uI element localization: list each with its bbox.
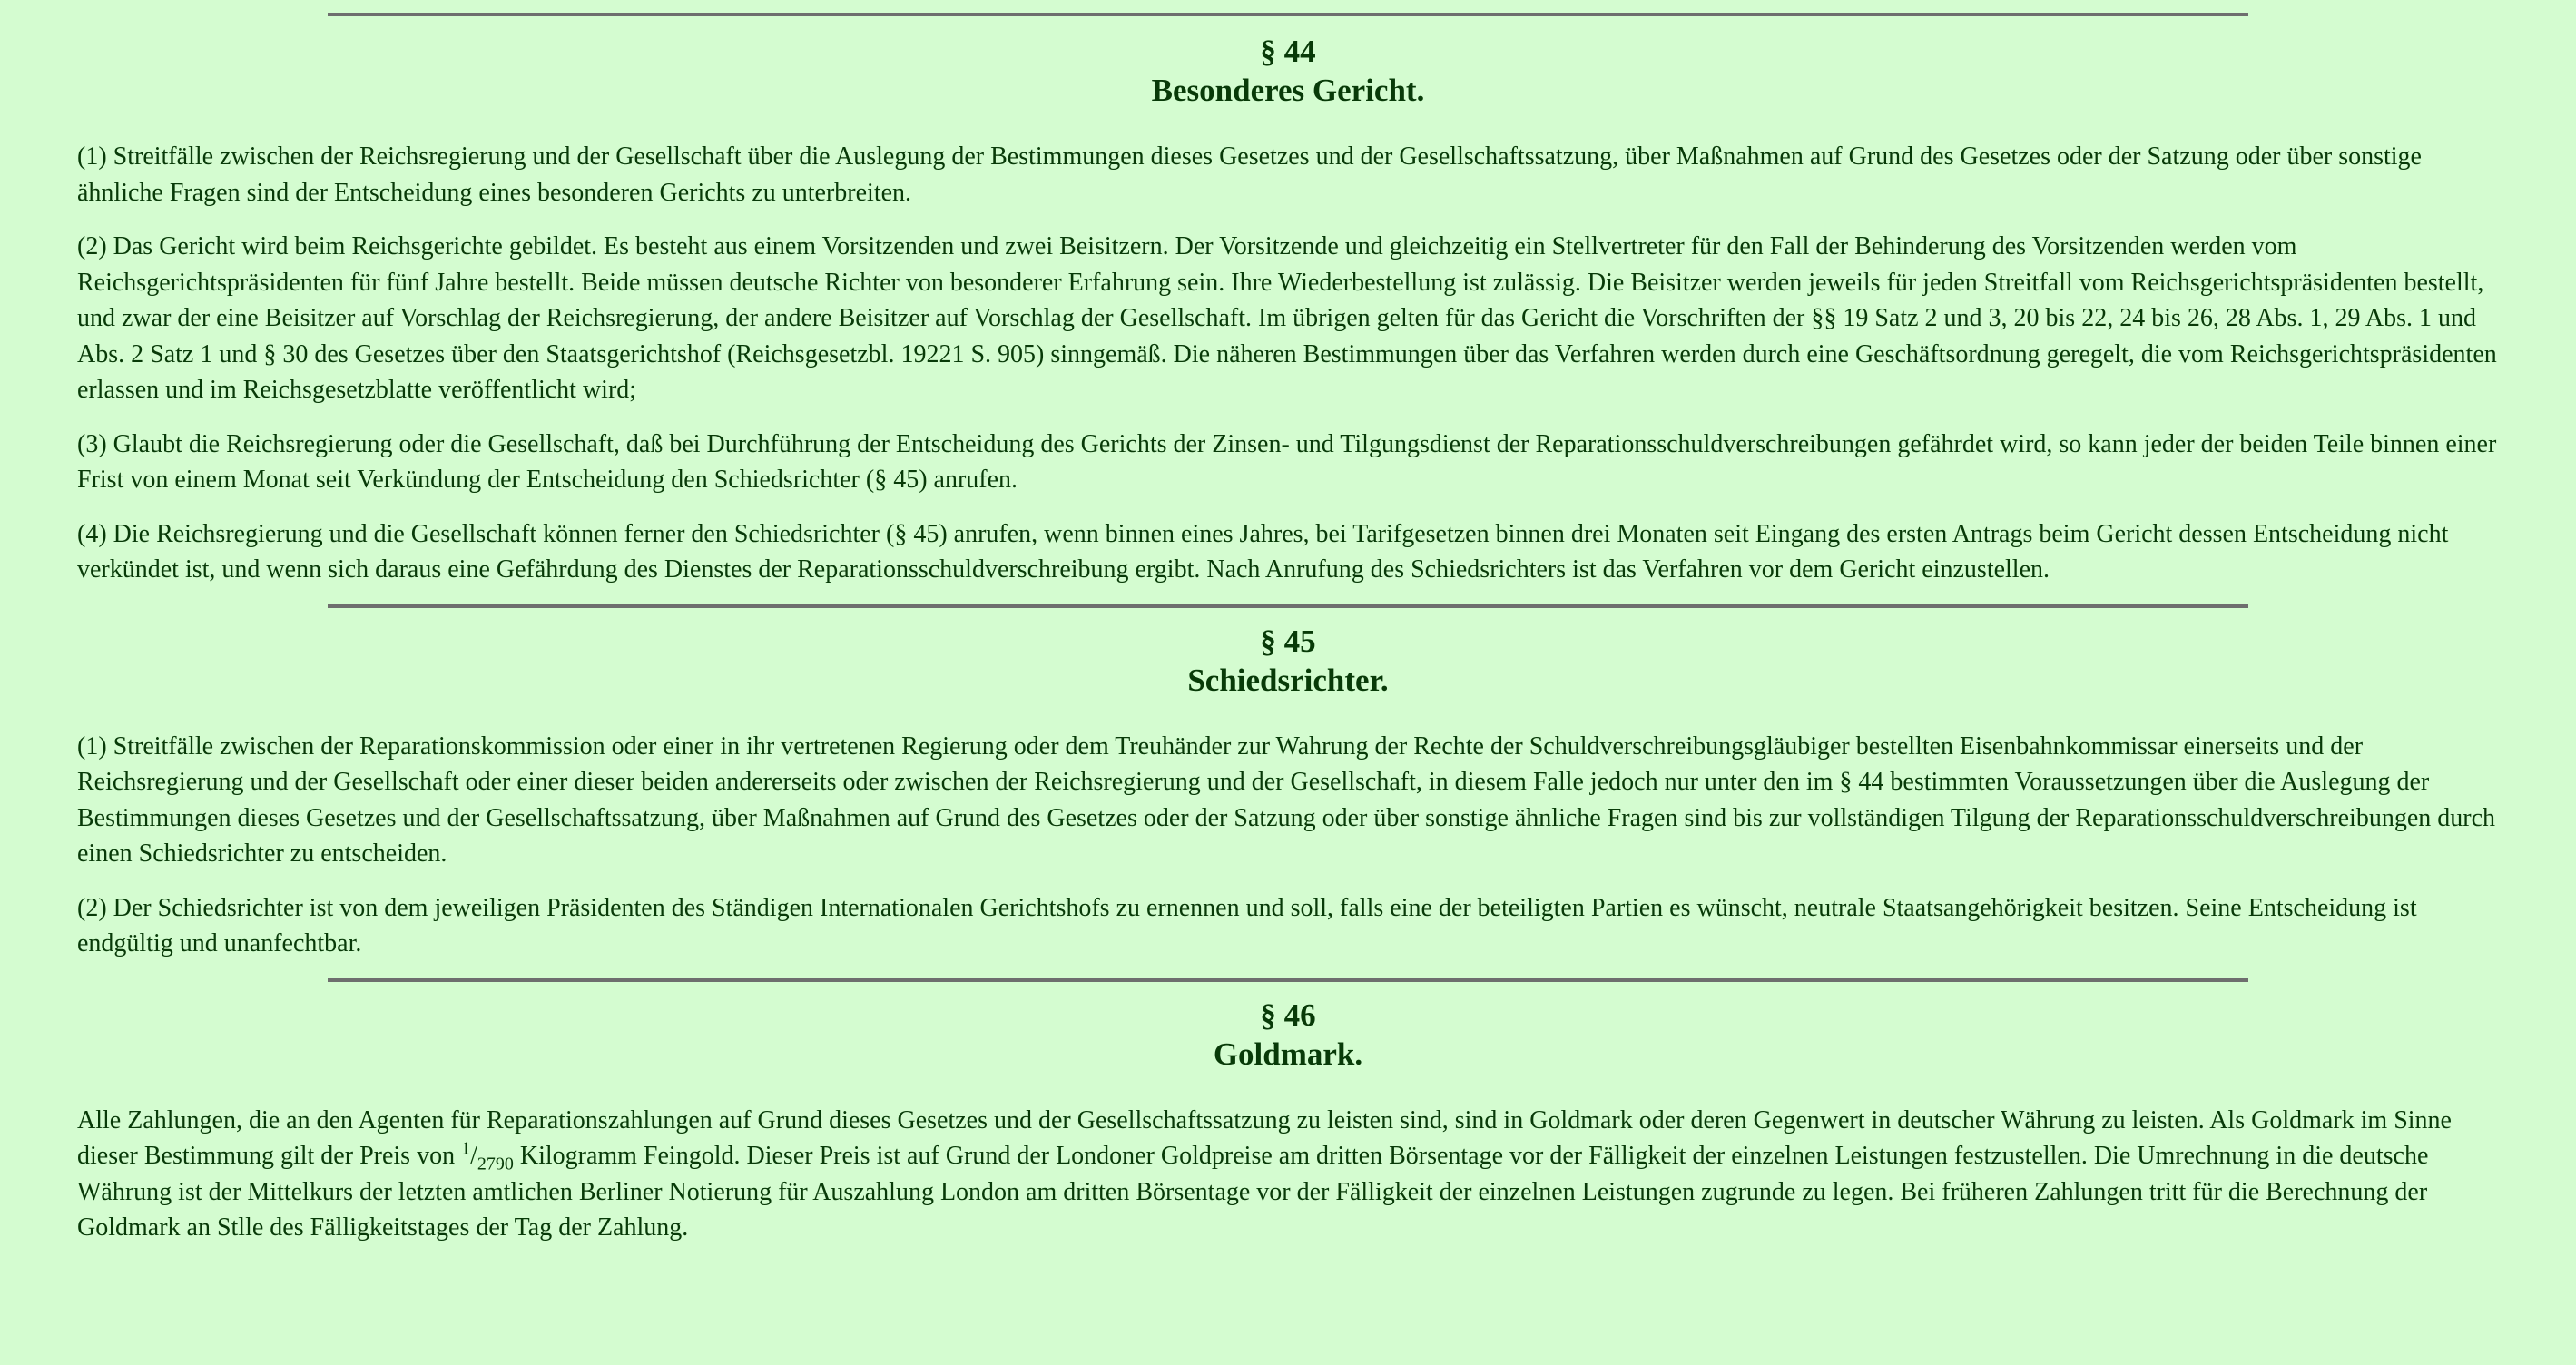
section-divider xyxy=(328,13,2248,16)
paragraph: (2) Der Schiedsrichter ist von dem jeweiligen Präsidenten des Ständigen Internationalen Gerichtshofs zu ernennen und soll, falls eine der beteiligten Partien es wünscht, neutrale Staatsangehörigkeit besitzen. Seine Entscheidung ist endgültig und unanfechtbar. xyxy=(77,893,2417,957)
section-heading xyxy=(77,32,2499,110)
section-number: § 44 xyxy=(1260,34,1316,69)
paragraph: (1) Streitfälle zwischen der Reparationskommission oder einer in ihr vertretenen Regierung oder dem Treuhänder zur Wahrung der Rechte der Schuldverschreibungsgläubiger bestellten Eisenbahnkommissar einerseits und der Reichsregierung und der Gesellschaft oder einer dieser beiden andererseits oder zwischen der Reichsregierung und der Gesellschaft, in diesem Falle jedoch nur unter den im § 44 bestimmten Voraussetzungen über die Auslegung der Bestimmungen dieses Gesetzes und der Gesellschaftssatzung, über Maßnahmen auf Grund des Gesetzes oder der Satzung oder über sonstige ähnliche Fragen sind bis zur vollständigen Tilgung der Reparationsschuldverschreibungen durch einen Schiedsrichter zu entscheiden. xyxy=(77,732,2495,868)
paragraph-text: Alle Zahlungen, die an den Agenten für Reparationszahlungen auf Grund dieses Gesetzes und der Gesellschaftssatzung zu leisten sind, sind in Goldmark oder deren Gegenwert in deutscher Währung zu leisten. Als Goldmark im Sinne dieser Bestimmung gilt der Preis von xyxy=(77,1105,2452,1170)
paragraph: (3) Glaubt die Reichsregierung oder die Gesellschaft, daß bei Durchführung der Entscheidung des Gerichts der Zinsen- und Tilgungsdienst der Reparationsschuldverschreibungen gefährdet wird, so kann jeder der beiden Teile binnen einer Frist von einem Monat seit Verkündung der Entscheidung den Schiedsrichter (§ 45) anrufen. xyxy=(77,429,2497,494)
section-heading xyxy=(77,996,2499,1074)
section-divider xyxy=(328,978,2248,982)
section-title: Goldmark. xyxy=(1213,1036,1363,1072)
fraction-denominator: 2790 xyxy=(477,1154,514,1174)
law-text-page xyxy=(0,13,2576,1365)
fraction-numerator: 1 xyxy=(461,1138,471,1159)
paragraph: (1) Streitfälle zwischen der Reichsregierung und der Gesellschaft über die Auslegung der Bestimmungen dieses Gesetzes und der Gesellschaftssatzung, über Maßnahmen auf Grund des Gesetzes oder der Satzung oder über sonstige ähnliche Fragen sind der Entscheidung eines besonderen Gerichts zu unterbreiten. xyxy=(77,142,2422,207)
section-45 xyxy=(77,604,2499,962)
paragraph-text: Kilogramm Feingold. Dieser Preis ist auf Grund der Londoner Goldpreise am dritten Börsentage vor der Fälligkeit der einzelnen Leistungen festzustellen. Die Umrechnung in die deutsche Währung ist der Mittelkurs der letzten amtlichen Berliner Notierung für Auszahlung London am dritten Börsentage vor der Fälligkeit der einzelnen Leistungen zugrunde zu legen. Bei früheren Zahlungen tritt für die Berechnung der Goldmark an Stlle des Fälligkeitstages der Tag der Zahlung. xyxy=(77,1142,2429,1242)
section-title: Schiedsrichter. xyxy=(1187,662,1389,698)
paragraph: Alle Zahlungen, die an den Agenten für Reparationszahlungen auf Grund dieses Gesetzes und der Gesellschaftssatzung zu leisten sind, sind in Goldmark oder deren Gegenwert in deutscher Währung zu leisten. Als Goldmark im Sinne dieser Bestimmung gilt der Preis von $^1/_{2790}$ Kilogramm Feingold. Dieser Preis ist auf Grund der Londoner Goldpreise am dritten Börsentage vor der Fälligkeit der einzelnen Leistungen festzustellen. Die Umrechnung in die deutsche Währung ist der Mittelkurs der letzten amtlichen Berliner Notierung für Auszahlung London am dritten Börsentage vor der Fälligkeit der einzelnen Leistungen zugrunde zu legen. Bei früheren Zahlungen tritt für die Berechnung der Goldmark an Stlle des Fälligkeitstages der Tag der Zahlung. xyxy=(77,1105,2452,1242)
section-divider xyxy=(328,604,2248,608)
section-number: § 45 xyxy=(1260,623,1316,659)
paragraph: (4) Die Reichsregierung und die Gesellschaft können ferner den Schiedsrichter (§ 45) anrufen, wenn binnen eines Jahres, bei Tarifgesetzen binnen drei Monaten seit Eingang des ersten Antrags beim Gericht dessen Entscheidung nicht verkündet ist, und wenn sich daraus eine Gefährdung des Dienstes der Reparationsschuldverschreibung ergibt. Nach Anrufung des Schiedsrichters ist das Verfahren vor dem Gericht einzustellen. xyxy=(77,519,2449,584)
section-46 xyxy=(77,978,2499,1246)
section-heading xyxy=(77,622,2499,700)
section-44 xyxy=(77,13,2499,588)
section-title: Besonderes Gericht. xyxy=(1151,73,1425,108)
paragraph: (2) Das Gericht wird beim Reichsgerichte gebildet. Es besteht aus einem Vorsitzenden und zwei Beisitzern. Der Vorsitzende und gleichzeitig ein Stellvertreter für den Fall der Behinderung des Vorsitzenden werden vom Reichsgerichtspräsidenten für fünf Jahre bestellt. Beide müssen deutsche Richter von besonderer Erfahrung sein. Ihre Wiederbestellung ist zulässig. Die Beisitzer werden jeweils für jeden Streitfall vom Reichsgerichtspräsidenten bestellt, und zwar der eine Beisitzer auf Vorschlag der Reichsregierung, der andere Beisitzer auf Vorschlag der Gesellschaft. Im übrigen gelten für das Gericht die Vorschriften der §§ 19 Satz 2 und 3, 20 bis 22, 24 bis 26, 28 Abs. 1, 29 Abs. 1 und Abs. 2 Satz 1 und § 30 des Gesetzes über den Staatsgerichtshof (Reichsgesetzbl. 19221 S. 905) sinngemäß. Die näheren Bestimmungen über das Verfahren werden durch eine Geschäftsordnung geregelt, die vom Reichsgerichtspräsidenten erlassen und im Reichsgesetzblatte veröffentlicht wird; xyxy=(77,232,2497,404)
section-number: § 46 xyxy=(1260,997,1316,1033)
